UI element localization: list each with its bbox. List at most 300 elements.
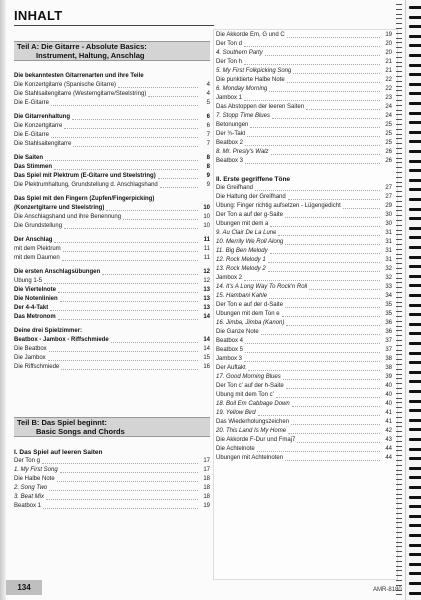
toc-entry-page: 11 <box>203 237 210 243</box>
toc-entry <box>216 445 392 454</box>
leader-dots <box>269 91 380 92</box>
toc-entry-page: 12 <box>203 278 210 284</box>
margin-tick <box>396 182 402 183</box>
spiral-binding <box>405 0 421 600</box>
leader-dots <box>285 460 380 461</box>
toc-entry-title: Das Spiel mit Plektrum (E-Gitarre und Steelstring) <box>14 173 156 179</box>
leader-dots <box>306 109 380 110</box>
binding-ring <box>409 121 421 124</box>
margin-tick <box>396 90 402 91</box>
binding-ring <box>409 476 421 479</box>
leader-dots <box>293 73 380 74</box>
margin-tick <box>396 33 402 34</box>
toc-entry-title: 18. Boil Em Cabbage Down <box>216 401 290 407</box>
margin-tick <box>396 273 402 274</box>
leader-dots <box>276 397 380 398</box>
leader-dots <box>245 343 380 344</box>
leader-dots <box>73 146 198 147</box>
margin-tick <box>396 354 402 355</box>
toc-entry-title: (Konzertgitarre und Steelstring) <box>14 205 105 211</box>
margin-tick <box>396 110 402 111</box>
binding-ring <box>409 256 421 259</box>
part-a-toc <box>14 72 210 372</box>
margin-tick <box>396 66 402 67</box>
toc-entry-page: 30 <box>385 221 392 227</box>
toc-entry <box>14 363 210 372</box>
leader-dots <box>250 127 380 128</box>
margin-tick <box>396 263 402 264</box>
toc-entry <box>216 58 392 67</box>
margin-tick <box>396 38 402 39</box>
toc-entry <box>14 295 210 304</box>
binding-ring <box>409 304 421 307</box>
margin-tick <box>396 225 402 226</box>
toc-entry <box>216 157 392 166</box>
toc-entry-page: 19 <box>203 503 210 509</box>
leader-dots <box>286 325 380 326</box>
page-edge-shadow <box>0 0 6 600</box>
toc-entry-title: Der Ton d <box>216 41 242 47</box>
binding-ring <box>409 409 421 412</box>
leader-dots <box>58 319 198 320</box>
toc-entry-title: 20. This Land Is My Home <box>216 428 287 434</box>
binding-ring <box>409 140 421 143</box>
binding-ring <box>409 179 421 182</box>
binding-ring <box>409 313 421 316</box>
margin-tick <box>396 311 402 312</box>
leader-dots <box>45 160 198 161</box>
margin-tick <box>396 508 402 509</box>
toc-entry <box>216 310 392 319</box>
title-rule <box>14 25 214 26</box>
margin-tick <box>396 503 402 504</box>
leader-dots <box>245 352 380 353</box>
margin-tick <box>396 422 402 423</box>
toc-entry <box>14 277 210 286</box>
toc-entry-title: 11. Big Ben Melody <box>216 248 268 254</box>
toc-entry <box>14 245 210 254</box>
toc-entry <box>216 184 392 193</box>
margin-tick <box>396 71 402 72</box>
toc-entry-title: 16. Jimba, Jimba (Kanon) <box>216 320 285 326</box>
leader-dots <box>271 154 381 155</box>
toc-entry-page: 21 <box>385 59 392 65</box>
binding-ring <box>409 572 421 575</box>
page-title: INHALT <box>14 8 63 23</box>
leader-dots <box>160 187 198 188</box>
toc-entry <box>14 475 210 484</box>
leader-dots <box>286 388 380 389</box>
leader-dots <box>258 415 380 416</box>
toc-entry-title: Die E-Gitarre <box>14 100 50 106</box>
margin-tick <box>396 402 402 403</box>
toc-entry-title: Der Ton e auf der d-Saite <box>216 302 283 308</box>
toc-entry <box>216 265 392 274</box>
leader-dots <box>270 253 380 254</box>
toc-entry-title: Das Wiederholungszeichen <box>216 419 290 425</box>
toc-entry-page: 40 <box>385 401 392 407</box>
part-a-heading <box>14 41 210 61</box>
toc-entry-page: 20 <box>385 41 392 47</box>
binding-ring <box>409 505 421 508</box>
margin-tick <box>396 278 402 279</box>
toc-entry-page: 37 <box>385 338 392 344</box>
margin-tick <box>396 455 402 456</box>
leader-dots <box>247 136 380 137</box>
toc-entry-title: 3. Beat Mix <box>14 494 45 500</box>
binding-ring <box>409 246 421 249</box>
margin-tick <box>396 158 402 159</box>
toc-entry-title: mit dem Daumen <box>14 255 60 261</box>
toc-entry-page: 6 <box>206 123 210 129</box>
toc-entry-title: Das Spiel mit den Fingern (Zupfen/Fingerpicking) <box>14 196 155 202</box>
toc-entry-page: 31 <box>385 248 392 254</box>
binding-ring <box>409 534 421 537</box>
leader-dots <box>268 271 380 272</box>
toc-entry <box>216 337 392 346</box>
toc-entry-page: 10 <box>203 205 210 211</box>
toc-entry-page: 18 <box>203 494 210 500</box>
margin-tick <box>396 460 402 461</box>
margin-tick <box>396 580 402 581</box>
toc-entry-page: 31 <box>385 239 392 245</box>
margin-tick <box>396 551 402 552</box>
margin-ticks <box>396 0 405 600</box>
toc-entry-page: 27 <box>385 185 392 191</box>
binding-ring <box>409 150 421 153</box>
toc-entry-title: Die Halbe Note <box>14 476 55 482</box>
binding-ring <box>409 448 421 451</box>
leader-dots <box>272 118 380 119</box>
margin-tick <box>396 95 402 96</box>
leader-dots <box>244 100 380 101</box>
toc-entry-title: Beatbox 4 <box>216 338 244 344</box>
toc-entry-page: 17 <box>203 458 210 464</box>
toc-entry-title: Das Metronom <box>14 314 56 320</box>
toc-entry-title: 9. Au Clair De La Lune <box>216 230 277 236</box>
toc-entry <box>14 99 210 108</box>
margin-tick <box>396 196 402 197</box>
toc-entry-page: 40 <box>385 383 392 389</box>
binding-ring <box>409 208 421 211</box>
toc-entry-page: 14 <box>203 314 210 320</box>
toc-entry <box>14 154 210 163</box>
toc-entry <box>216 229 392 238</box>
margin-tick <box>396 210 402 211</box>
right-entries-part1 <box>216 31 392 166</box>
toc-entry-title: Die Konzertgitarre <box>14 123 63 129</box>
margin-tick <box>396 230 402 231</box>
margin-tick <box>396 566 402 567</box>
leader-dots <box>285 307 380 308</box>
leader-dots <box>58 292 198 293</box>
margin-tick <box>396 119 402 120</box>
margin-tick <box>396 186 402 187</box>
toc-entry <box>14 72 210 81</box>
binding-ring <box>409 112 421 115</box>
toc-entry <box>14 140 210 149</box>
toc-entry-title: 14. It's A Long Way To Rock'n Roll <box>216 284 308 290</box>
margin-tick <box>396 254 402 255</box>
toc-entry-page: 13 <box>203 296 210 302</box>
margin-tick <box>396 575 402 576</box>
toc-entry <box>14 113 210 122</box>
leader-dots <box>343 208 380 209</box>
toc-entry-title: Die Anschlagshand und ihre Benennung <box>14 214 122 220</box>
leader-dots <box>257 451 380 452</box>
margin-tick <box>396 302 402 303</box>
toc-entry-title: Der Auftakt <box>216 365 246 371</box>
margin-tick <box>396 297 402 298</box>
toc-entry <box>216 373 392 382</box>
binding-ring <box>409 361 421 364</box>
toc-entry-title: Die Riffschmiede <box>14 364 60 370</box>
leader-dots <box>285 217 380 218</box>
toc-entry-page: 36 <box>385 329 392 335</box>
toc-entry-page: 21 <box>385 68 392 74</box>
toc-entry-page: 4 <box>206 82 210 88</box>
margin-tick <box>396 450 402 451</box>
binding-ring <box>409 25 421 28</box>
leader-dots <box>287 82 380 83</box>
margin-tick <box>396 441 402 442</box>
margin-tick <box>396 191 402 192</box>
margin-tick <box>396 364 402 365</box>
leader-dots <box>287 37 380 38</box>
toc-entry-title: Die Haltung der Greifhand <box>216 194 286 200</box>
toc-entry <box>216 418 392 427</box>
toc-entry-page: 16 <box>203 364 210 370</box>
binding-ring <box>409 438 421 441</box>
binding-ring <box>409 169 421 172</box>
toc-entry-title: Die Jambox <box>14 355 46 361</box>
leader-dots <box>106 210 198 211</box>
binding-ring <box>409 486 421 489</box>
binding-ring <box>409 390 421 393</box>
leader-dots <box>57 481 198 482</box>
toc-entry-page: 30 <box>385 212 392 218</box>
margin-tick <box>396 513 402 514</box>
margin-tick <box>396 206 402 207</box>
margin-tick <box>396 494 402 495</box>
part-b-toc <box>14 448 210 511</box>
margin-tick <box>396 326 402 327</box>
toc-entry-page: 41 <box>385 410 392 416</box>
toc-entry <box>216 391 392 400</box>
toc-entry-page: 34 <box>385 293 392 299</box>
margin-tick <box>396 143 402 144</box>
toc-entry-page: 23 <box>385 95 392 101</box>
toc-entry <box>14 131 210 140</box>
toc-entry-page: 4 <box>206 91 210 97</box>
margin-tick <box>396 431 402 432</box>
binding-ring <box>409 16 421 19</box>
margin-tick <box>396 527 402 528</box>
toc-entry-title: Der 4-4-Takt <box>14 305 49 311</box>
margin-tick <box>396 345 402 346</box>
toc-entry-page: 32 <box>385 266 392 272</box>
toc-entry <box>14 268 210 277</box>
toc-entry-title: Übungen mit dem Ton e <box>216 311 280 317</box>
leader-dots <box>54 169 198 170</box>
margin-tick <box>396 9 402 10</box>
toc-entry-page: 40 <box>385 392 392 398</box>
catalog-code: AMR-8180 <box>373 587 402 593</box>
toc-entry-page: 7 <box>206 132 210 138</box>
toc-entry-title: 8. Mr. Presly's Walz <box>216 149 269 155</box>
margin-tick <box>396 86 402 87</box>
toc-entry-title: 12. Rock Melody 1 <box>216 257 266 263</box>
margin-tick <box>396 172 402 173</box>
leader-dots <box>64 228 198 229</box>
toc-entry-title: Beatbox 1 <box>14 503 42 509</box>
toc-entry-title: Die Grundstellung <box>14 223 63 229</box>
toc-entry <box>14 313 210 322</box>
toc-entry-page: 10 <box>203 223 210 229</box>
toc-entry-title: mit dem Plektrum <box>14 246 61 252</box>
toc-entry <box>216 121 392 130</box>
toc-entry <box>14 336 210 345</box>
leader-dots <box>245 163 380 164</box>
toc-entry-title: Beatbox - Jambox - Riffschmiede <box>14 337 109 343</box>
margin-tick <box>396 542 402 543</box>
toc-entry <box>216 274 392 283</box>
toc-entry-page: 17 <box>203 467 210 473</box>
margin-tick <box>396 100 402 101</box>
toc-entry-title: Die bekanntesten Gitarrenarten und ihre Teile <box>14 73 144 79</box>
toc-entry-page: 20 <box>385 50 392 56</box>
margin-tick <box>396 249 402 250</box>
toc-entry-page: 11 <box>203 255 210 261</box>
margin-tick <box>396 522 402 523</box>
toc-entry <box>216 139 392 148</box>
leader-dots <box>268 262 380 263</box>
margin-tick <box>396 268 402 269</box>
margin-tick <box>396 287 402 288</box>
binding-ring <box>409 92 421 95</box>
leader-dots <box>244 46 380 47</box>
toc-entry-page: 11 <box>203 246 210 252</box>
right-entries-part2 <box>216 184 392 463</box>
binding-ring <box>409 563 421 566</box>
toc-entry <box>216 256 392 265</box>
toc-entry-title: Beatbox 2 <box>216 140 244 146</box>
toc-entry-title: Die Stahlsaitengitarre (Westerngitarre/Steelstring) <box>14 91 147 97</box>
margin-tick <box>396 518 402 519</box>
margin-tick <box>396 57 402 58</box>
toc-entry-page: 5 <box>206 100 210 106</box>
part-b-subheading: I. Das Spiel auf leeren Saiten <box>14 449 103 456</box>
toc-entry-page: 19 <box>385 32 392 38</box>
margin-tick <box>396 201 402 202</box>
binding-ring <box>409 83 421 86</box>
toc-entry-title: Der ¾-Takt <box>216 131 246 137</box>
binding-ring <box>409 236 421 239</box>
toc-entry-title: Das Abstoppen der leeren Saiten <box>216 104 305 110</box>
toc-entry <box>14 354 210 363</box>
toc-entry-title: Der Ton h <box>216 59 242 65</box>
part-b-heading-line1: Teil B: Das Spiel beginnt: <box>17 418 107 427</box>
margin-tick <box>396 359 402 360</box>
margin-tick <box>396 129 402 130</box>
leader-dots <box>255 190 380 191</box>
binding-ring <box>409 592 421 595</box>
toc-entry-page: 15 <box>203 355 210 361</box>
margin-tick <box>396 292 402 293</box>
toc-entry-page: 13 <box>203 287 210 293</box>
leader-dots <box>51 105 198 106</box>
binding-ring <box>409 54 421 57</box>
margin-tick <box>396 340 402 341</box>
toc-entry <box>14 222 210 231</box>
binding-ring <box>409 524 421 527</box>
toc-entry <box>216 220 392 229</box>
toc-entry-title: Übungen mit dem a <box>216 221 269 227</box>
leader-dots <box>245 145 380 146</box>
toc-entry-page: 41 <box>385 419 392 425</box>
binding-ring <box>409 102 421 105</box>
leader-dots <box>261 334 380 335</box>
toc-entry-page: 24 <box>385 104 392 110</box>
margin-tick <box>396 167 402 168</box>
margin-tick <box>396 398 402 399</box>
toc-entry <box>216 319 392 328</box>
leader-dots <box>291 424 380 425</box>
toc-entry <box>216 355 392 364</box>
right-toc <box>216 31 392 463</box>
toc-entry-page: 36 <box>385 320 392 326</box>
toc-entry <box>216 409 392 418</box>
toc-entry-title: 5. My First Folkpicking Song <box>216 68 292 74</box>
leader-dots <box>285 244 380 245</box>
toc-entry-title: 15. Hambani Kahle <box>216 293 268 299</box>
margin-tick <box>396 537 402 538</box>
leader-dots <box>288 433 380 434</box>
margin-tick <box>396 393 402 394</box>
leader-dots <box>118 87 198 88</box>
margin-tick <box>396 585 402 586</box>
toc-entry-title: Die Ganze Note <box>216 329 259 335</box>
toc-entry-page: 22 <box>385 86 392 92</box>
leader-dots <box>158 178 198 179</box>
toc-entry-title: Beatbox 3 <box>216 158 244 164</box>
margin-tick <box>396 561 402 562</box>
margin-tick <box>396 570 402 571</box>
binding-ring <box>409 160 421 163</box>
binding-ring <box>409 400 421 403</box>
toc-entry-title: Der Ton c' auf der h-Saite <box>216 383 284 389</box>
toc-entry-title: Übung 1-5 <box>14 278 43 284</box>
binding-ring <box>409 64 421 67</box>
margin-tick <box>396 42 402 43</box>
toc-entry <box>216 292 392 301</box>
margin-tick <box>396 374 402 375</box>
leader-dots <box>46 499 198 500</box>
toc-entry-page: 43 <box>385 437 392 443</box>
binding-ring <box>409 131 421 134</box>
margin-tick <box>396 474 402 475</box>
toc-entry <box>216 112 392 121</box>
binding-ring <box>409 515 421 518</box>
toc-entry <box>14 254 210 263</box>
toc-entry-page: 22 <box>385 77 392 83</box>
toc-entry-page: 31 <box>385 257 392 263</box>
margin-tick <box>396 23 402 24</box>
binding-ring <box>409 352 421 355</box>
leader-dots <box>49 490 198 491</box>
toc-entry-page: 31 <box>385 230 392 236</box>
toc-entry <box>14 502 210 511</box>
